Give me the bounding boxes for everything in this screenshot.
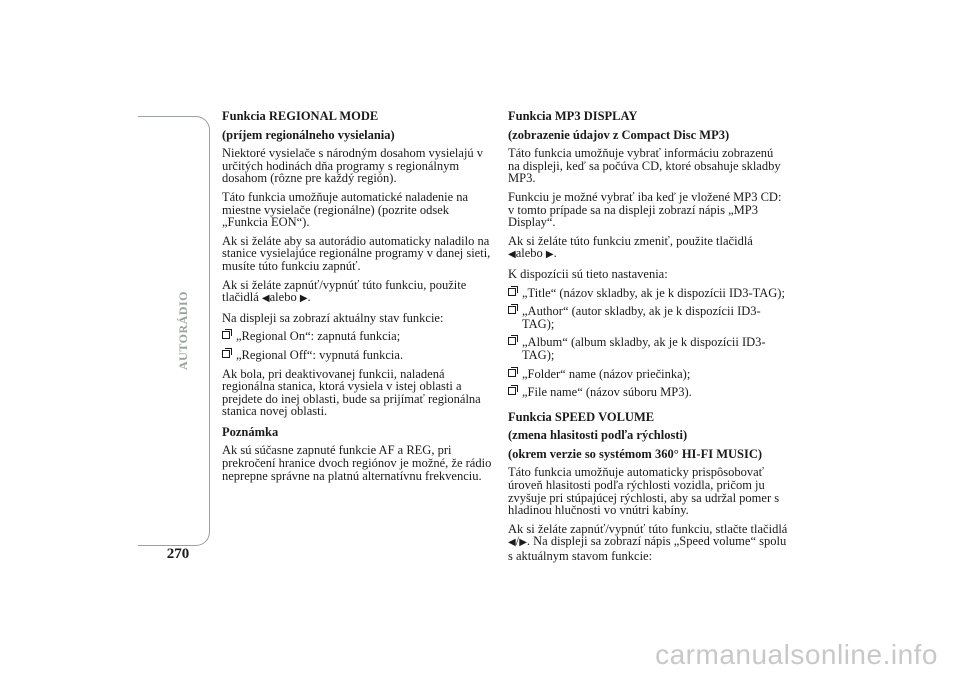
list-item: „Folder“ name (názov priečinka);: [508, 368, 788, 381]
regional-paragraph-4: Ak si želáte zapnúť/vypnúť túto funkciu, použite tlačidlá ◀alebo ▶.: [222, 277, 467, 305]
speed-subtitle-2: (okrem verzie so systémom 360° HI-FI MUSIC): [508, 446, 763, 461]
speed-paragraph-1: Táto funkcia umožňuje automaticky prispôsobovať úroveň hlasitosti podľa rýchlosti vozidla, pričom ju zvyšuje pri stúpajúcej rýchlosti, aby sa udržal pomer s hladinou hlučnosti vo vnútri kabíny.: [508, 465, 780, 518]
speed-heading: [508, 411, 788, 461]
regional-paragraph-3: Ak si želáte aby sa autorádio automaticky naladilo na stanice vysielajúce regionálne programy v danej sieti, musíte túto funkciu zapnúť.: [222, 233, 491, 273]
mp3-title: Funkcia MP3 DISPLAY: [508, 109, 638, 123]
triangle-right-icon: ▶: [545, 249, 554, 261]
triangle-right-icon: ▶: [519, 537, 527, 549]
regional-paragraph-5: Na displeji sa zobrazí aktuálny stav funkcie:: [222, 310, 444, 325]
regional-paragraph-1: Niektoré vysielače s národným dosahom vysielajú v určitých hodinách dňa programy s regionálnym dosahom (rôzne pre každý región).: [222, 146, 484, 186]
mp3-paragraph-2: Funkciu je možné vybrať iba keď je vložené MP3 CD: v tomto prípade sa na displeji zobrazí nápis „MP3 Display“.: [508, 189, 782, 230]
list-item: „Album“ (album skladby, ak je k dispozícii ID3-TAG);: [508, 336, 788, 361]
list-item: „Regional Off“: vypnutá funkcia.: [222, 349, 497, 362]
speed-paragraph-2: Ak si želáte zapnúť/vypnúť túto funkciu, stlačte tlačidlá ◀/▶. Na displeji sa zobrazí nápis „Speed volume“ spolu s aktuálnym stavom funkcie:: [508, 521, 788, 564]
mp3-heading: [508, 110, 788, 141]
list-item: „File name“ (názov súboru MP3).: [508, 386, 788, 399]
checkbox-bullet-icon: [508, 387, 516, 395]
regional-paragraph-6: Ak bola, pri deaktivovanej funkcii, naladená regionálna stanica, ktorá vysiela v istej oblasti a prejdete do inej oblasti, bude sa prijímať regionálna stanica novej oblasti.: [222, 366, 481, 419]
checkbox-bullet-icon: [508, 288, 516, 296]
note-title: Poznámka: [222, 424, 279, 439]
checkbox-bullet-icon: [222, 331, 230, 339]
list-item: „Author“ (autor skladby, ak je k dispozícii ID3-TAG);: [508, 305, 788, 330]
left-column: [222, 110, 497, 488]
watermark: carmanualsonline.info: [655, 639, 938, 670]
section-label: AUTORÁDIO: [176, 291, 190, 370]
checkbox-bullet-icon: [508, 337, 516, 345]
regional-heading: [222, 110, 497, 141]
mp3-paragraph-1: Táto funkcia umožňuje vybrať informáciu zobrazenú na displeji, keď sa počúva CD, ktoré obsahuje skladby MP3.: [508, 146, 781, 186]
list-item: „Title“ (názov skladby, ak je k dispozícii ID3-TAG);: [508, 287, 788, 300]
speed-subtitle-1: (zmena hlasitosti podľa rýchlosti): [508, 428, 688, 443]
list-item: „Regional On“: zapnutá funkcia;: [222, 330, 497, 343]
regional-paragraph-2: Táto funkcia umožňuje automatické naladenie na miestne vysielače (regionálne) (pozrite odsek „Funkcia EON“).: [222, 189, 469, 230]
regional-subtitle: (príjem regionálneho vysielania): [222, 127, 395, 142]
speed-title: Funkcia SPEED VOLUME: [508, 409, 655, 424]
right-column: [508, 110, 788, 569]
triangle-left-icon: ◀: [261, 293, 270, 305]
triangle-left-icon: ◀: [508, 249, 516, 261]
regional-title: Funkcia REGIONAL MODE: [222, 109, 379, 123]
note-text: Ak sú súčasne zapnuté funkcie AF a REG, pri prekročení hranice dvoch regiónov je možné, že rádio neprepne správne na platnú alternatívnu frekvenciu.: [222, 443, 492, 483]
mp3-subtitle: (zobrazenie údajov z Compact Disc MP3): [508, 127, 730, 142]
mp3-paragraph-3: Ak si želáte túto funkciu zmeniť, použite tlačidlá ◀alebo ▶.: [508, 233, 753, 261]
checkbox-bullet-icon: [222, 350, 230, 358]
page-number: 270: [166, 546, 190, 562]
mp3-paragraph-4: K dispozícii sú tieto nastavenia:: [508, 266, 668, 281]
checkbox-bullet-icon: [508, 369, 516, 377]
triangle-left-icon: ◀: [508, 537, 516, 549]
checkbox-bullet-icon: [508, 306, 516, 314]
sidebar-frame: [138, 116, 210, 546]
triangle-right-icon: ▶: [299, 293, 308, 305]
